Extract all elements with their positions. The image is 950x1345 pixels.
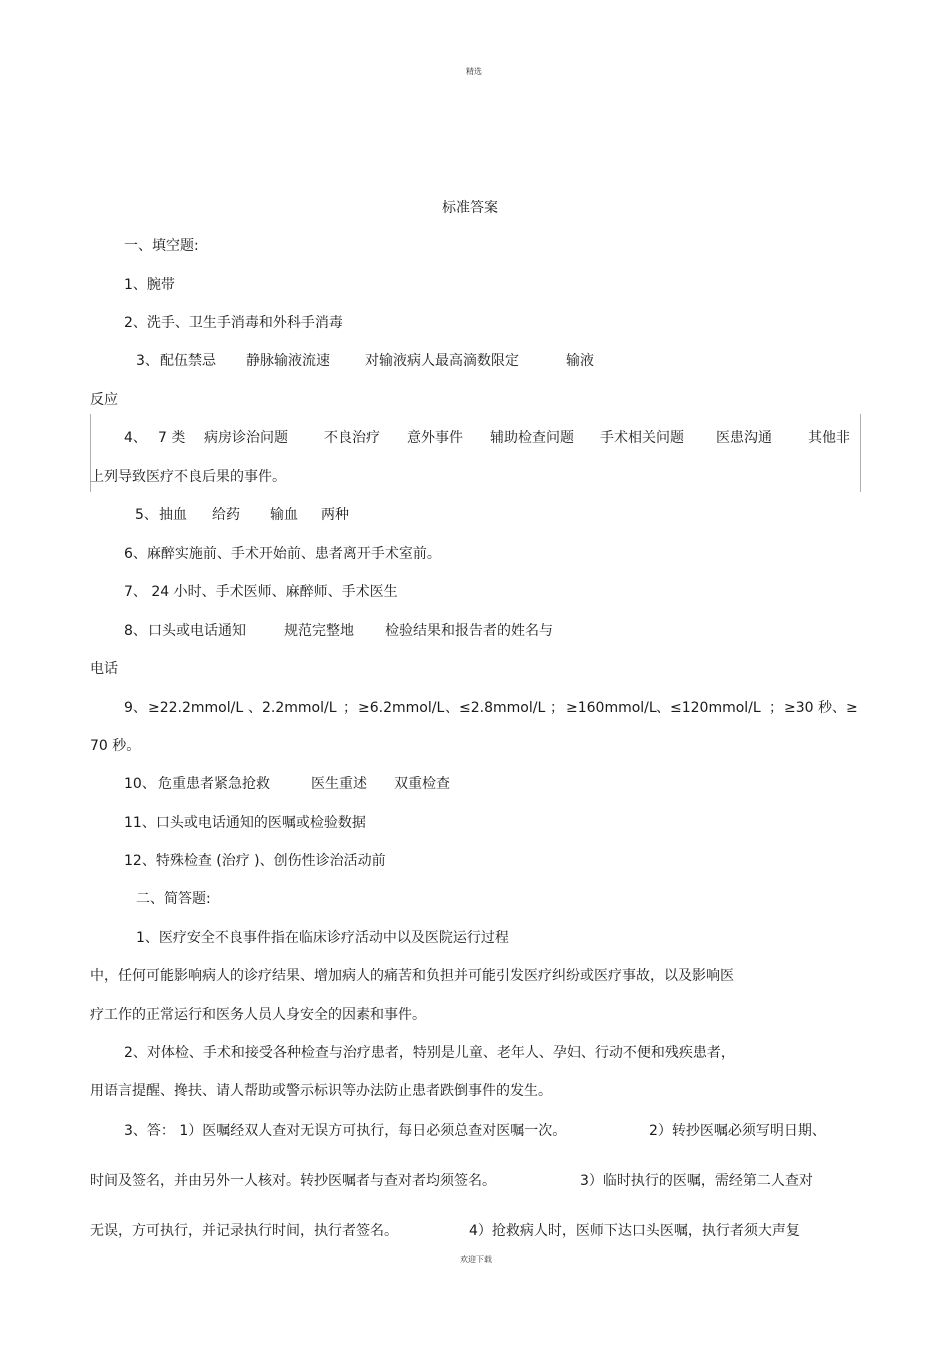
short-answer-1-line: 疗工作的正常运行和医务人员人身安全的因素和事件。 <box>90 1007 426 1023</box>
short-answer-3-line: 时间及签名，并由另外一人核对。转抄医嘱者与查对者均须签名。 <box>90 1173 496 1189</box>
answer-5-item: 两种 <box>321 507 349 523</box>
answer-10-item: 医生重述 <box>311 776 367 792</box>
answer-4-item: 不良治疗 <box>324 430 380 446</box>
answer-9-item: ≥6.2mmol/L <box>358 700 445 716</box>
answer-8-num: 8、 <box>124 623 147 639</box>
short-answer-3-line: 2）转抄医嘱必须写明日期、 <box>649 1123 826 1139</box>
answer-5-num: 5、 <box>135 507 158 523</box>
section-heading-fill-blank: 一、填空题: <box>124 238 199 254</box>
section-heading-short-answer: 二、简答题: <box>136 891 211 907</box>
answer-10-num: 10、 <box>124 776 156 792</box>
answer-7: 7、 24 小时、手术医师、麻醉师、手术医生 <box>124 584 398 600</box>
answer-5-item: 给药 <box>212 507 240 523</box>
answer-10-item: 危重患者紧急抢救 <box>158 776 270 792</box>
answer-1: 1、腕带 <box>124 277 175 293</box>
answer-11: 11、口头或电话通知的医嘱或检验数据 <box>124 815 366 831</box>
page-footer: 欢迎下载 <box>460 1255 492 1264</box>
answer-9-item: ； <box>550 700 564 716</box>
answer-9-item: ≥30 秒、≥ <box>784 700 858 716</box>
answer-3-item: 输液 <box>566 353 594 369</box>
answer-4-item: 病房诊治问题 <box>204 430 288 446</box>
answer-4-item: 意外事件 <box>407 430 463 446</box>
short-answer-1-line: 中，任何可能影响病人的诊疗结果、增加病人的痛苦和负担并可能引发医疗纠纷或医疗事故，以及影响医 <box>90 968 734 984</box>
answer-10-item: 双重检查 <box>394 776 450 792</box>
answer-9-item: ≥160mmol/L <box>566 700 657 716</box>
short-answer-3-line: 无误，方可执行，并记录执行时间，执行者签名。 <box>90 1223 398 1239</box>
answer-9-continuation: 70 秒。 <box>90 738 141 754</box>
short-answer-3-line: 3）临时执行的医嘱，需经第二人查对 <box>580 1173 813 1189</box>
answer-8-item: 口头或电话通知 <box>148 623 246 639</box>
answer-4-num: 4、 <box>124 430 147 446</box>
short-answer-2-line: 2、对体检、手术和接受各种检查与治疗患者，特别是儿童、老年人、孕妇、行动不便和残疾患者， <box>124 1045 735 1061</box>
answer-9-item: 、≤2.8mmol/L <box>445 700 546 716</box>
answer-4-item: 手术相关问题 <box>600 430 684 446</box>
answer-8-item: 检验结果和报告者的姓名与 <box>385 623 553 639</box>
answer-4-item: 辅助检查问题 <box>490 430 574 446</box>
answer-4-continuation: 上列导致医疗不良后果的事件。 <box>90 469 286 485</box>
answer-3-item: 静脉输液流速 <box>246 353 330 369</box>
answer-2: 2、洗手、卫生手消毒和外科手消毒 <box>124 315 343 331</box>
answer-3-item: 配伍禁忌 <box>160 353 216 369</box>
short-answer-2-line: 用语言提醒、搀扶、请人帮助或警示标识等办法防止患者跌倒事件的发生。 <box>90 1083 552 1099</box>
answer-3-num: 3、 <box>136 353 159 369</box>
answer-9-item: 、2.2mmol/L <box>248 700 337 716</box>
answer-8-item: 规范完整地 <box>284 623 354 639</box>
page-header: 精选 <box>466 67 482 76</box>
answer-3-continuation: 反应 <box>90 392 118 408</box>
answer-9-item: ≥22.2mmol/L <box>148 700 244 716</box>
answer-5-item: 抽血 <box>159 507 187 523</box>
answer-9-item: 、≤120mmol/L <box>656 700 761 716</box>
short-answer-3-line: 4）抢救病人时，医师下达口头医嘱，执行者须大声复 <box>469 1223 800 1239</box>
answer-4-item: 7 类 <box>158 430 186 446</box>
answer-9-item: ； <box>769 700 783 716</box>
short-answer-3-line: 3、答： 1）医嘱经双人查对无误方可执行，每日必须总查对医嘱一次。 <box>124 1123 567 1139</box>
answer-4-item: 医患沟通 <box>716 430 772 446</box>
answer-6: 6、麻醉实施前、手术开始前、患者离开手术室前。 <box>124 546 441 562</box>
answer-5-item: 输血 <box>270 507 298 523</box>
answer-3-item: 对输液病人最高滴数限定 <box>365 353 519 369</box>
box-right-edge <box>860 414 861 492</box>
answer-9-item: ； <box>343 700 357 716</box>
document-title: 标准答案 <box>442 200 498 216</box>
answer-9-num: 9、 <box>124 700 147 716</box>
short-answer-1-line: 1、医疗安全不良事件指在临床诊疗活动中以及医院运行过程 <box>136 930 509 946</box>
answer-4-item: 其他非 <box>808 430 850 446</box>
answer-8-continuation: 电话 <box>90 661 118 677</box>
answer-12: 12、特殊检查 (治疗 )、创伤性诊治活动前 <box>124 853 386 869</box>
